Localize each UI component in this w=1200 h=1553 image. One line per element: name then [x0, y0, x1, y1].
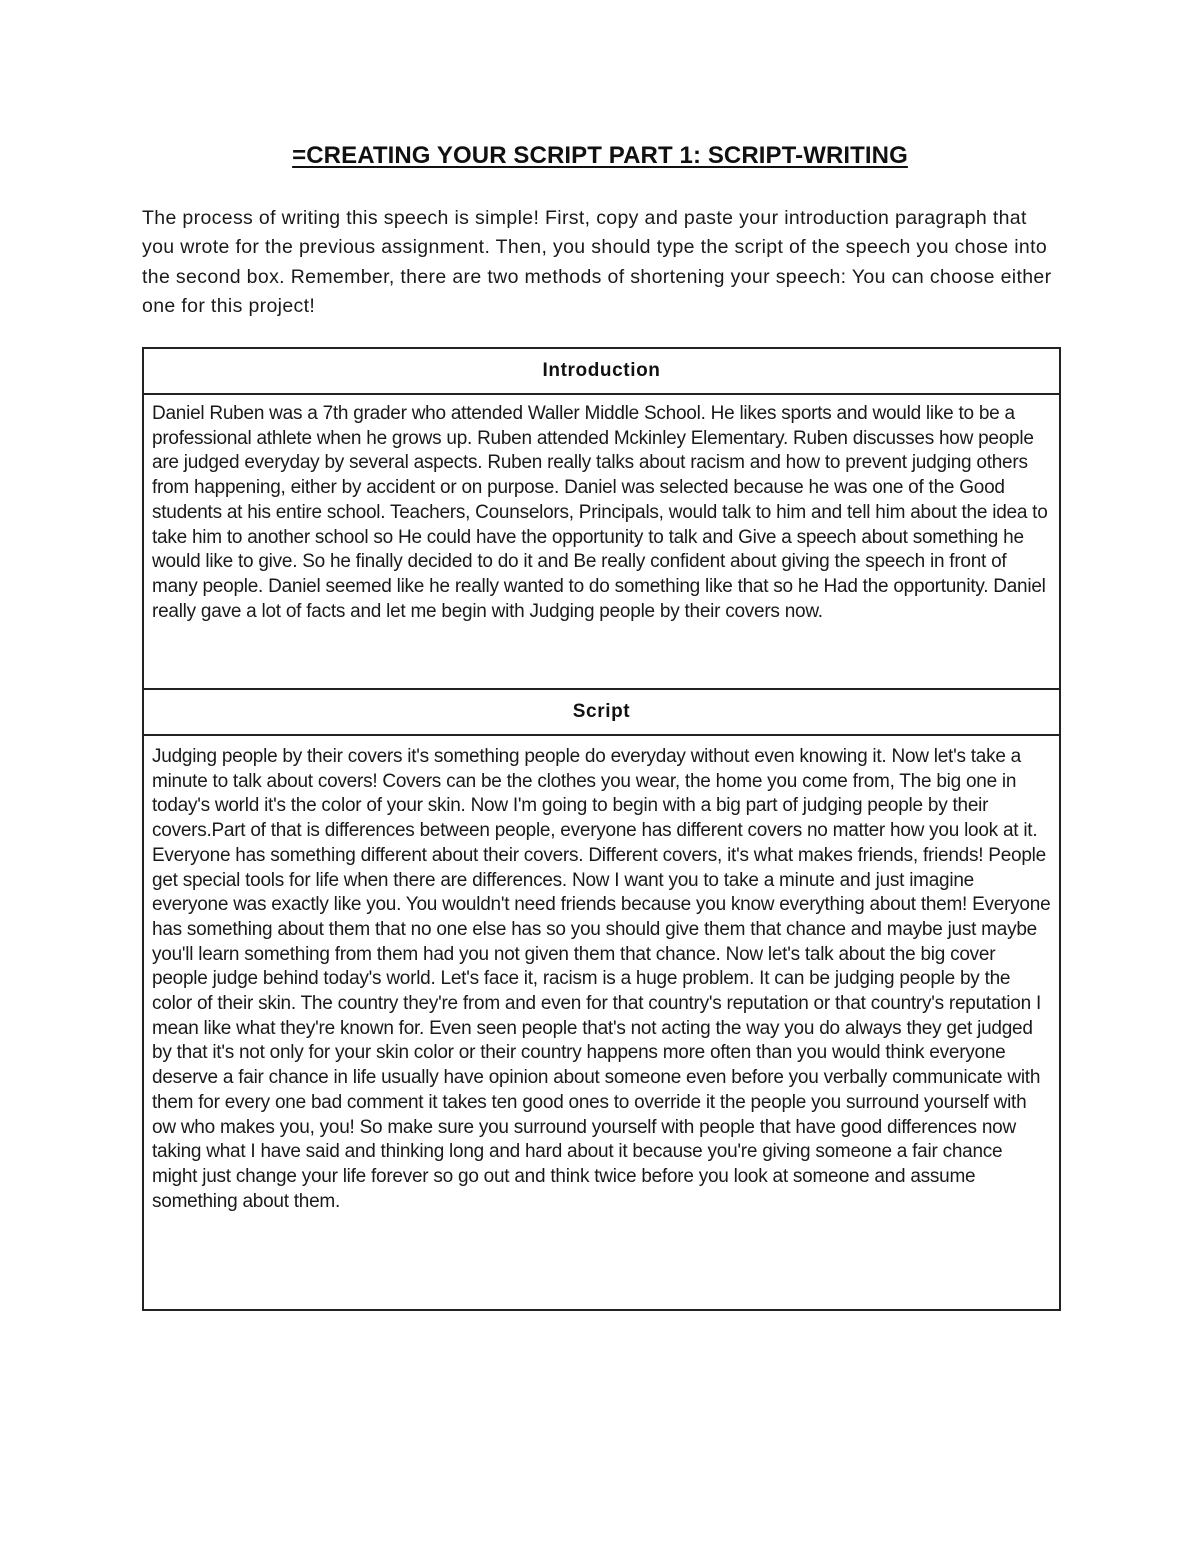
- script-text: Judging people by their covers it's something people do everyday without even knowing it. Now let's take a minute to talk about covers! Covers can be the clothes you wear, the home you come from, The big one in today's world it's the color of your skin. Now I'm going to begin with a big part of judging people by their covers.Part of that is differences between people, everyone has different covers no matter how you look at it. Everyone has something different about their covers. Different covers, it's what makes friends, friends! People get special tools for life when there are differences. Now I want you to take a minute and just imagine everyone was exactly like you. You wouldn't need friends because you know everything about them! Everyone has something about them that no one else has so you should give them that chance and maybe just maybe you'll learn something from them had you not given them that chance. Now let's talk about the big cover people judge behind today's world. Let's face it, racism is a huge problem. It can be judging people by the color of their skin. The country they're from and even for that country's reputation or that country's reputation I mean like what they're known for. Even seen people that's not acting the way you do always they get judged by that it's not only for your skin color or their country happens more often than you would think everyone deserve a fair chance in life usually have opinion about someone even before you verbally communicate with them for every one bad comment it takes ten good ones to override it the people you surround yourself with ow who makes you, you! So make sure you surround yourself with people that have good differences now taking what I have said and thinking long and hard about it because you're giving someone a fair chance might just change your life forever so go out and think twice before you look at someone and assume something about them.: [143, 735, 1060, 1310]
- script-heading: Script: [143, 689, 1060, 735]
- page-title: =CREATING YOUR SCRIPT PART 1: SCRIPT-WRITING: [292, 142, 908, 169]
- introduction-heading: Introduction: [143, 348, 1060, 394]
- introduction-text: Daniel Ruben was a 7th grader who attended Waller Middle School. He likes sports and would like to be a professional athlete when he grows up. Ruben attended Mckinley Elementary. Ruben discusses how people are judged everyday by several aspects. Ruben really talks about racism and how to prevent judging others from happening, either by accident or on purpose. Daniel was selected because he was one of the Good students at his entire school. Teachers, Counselors, Principals, would talk to him and tell him about the idea to take him to another school so He could have the opportunity to talk and Give a speech about something he would like to give. So he finally decided to do it and Be really confident about giving the speech in front of many people. Daniel seemed like he really wanted to do something like that so he Had the opportunity. Daniel really gave a lot of facts and let me begin with Judging people by their covers now.: [143, 394, 1060, 689]
- introduction-body-row: [143, 394, 1060, 689]
- script-table: [142, 347, 1061, 1311]
- introduction-header-row: [143, 348, 1060, 394]
- script-body-row: [143, 735, 1060, 1310]
- instructions-paragraph: The process of writing this speech is simple! First, copy and paste your introduction paragraph that you wrote for the previous assignment. Then, you should type the script of the speech you chose into the second box. Remember, there are two methods of shortening your speech: You can choose either one for this project!: [142, 207, 1052, 317]
- script-header-row: [143, 689, 1060, 735]
